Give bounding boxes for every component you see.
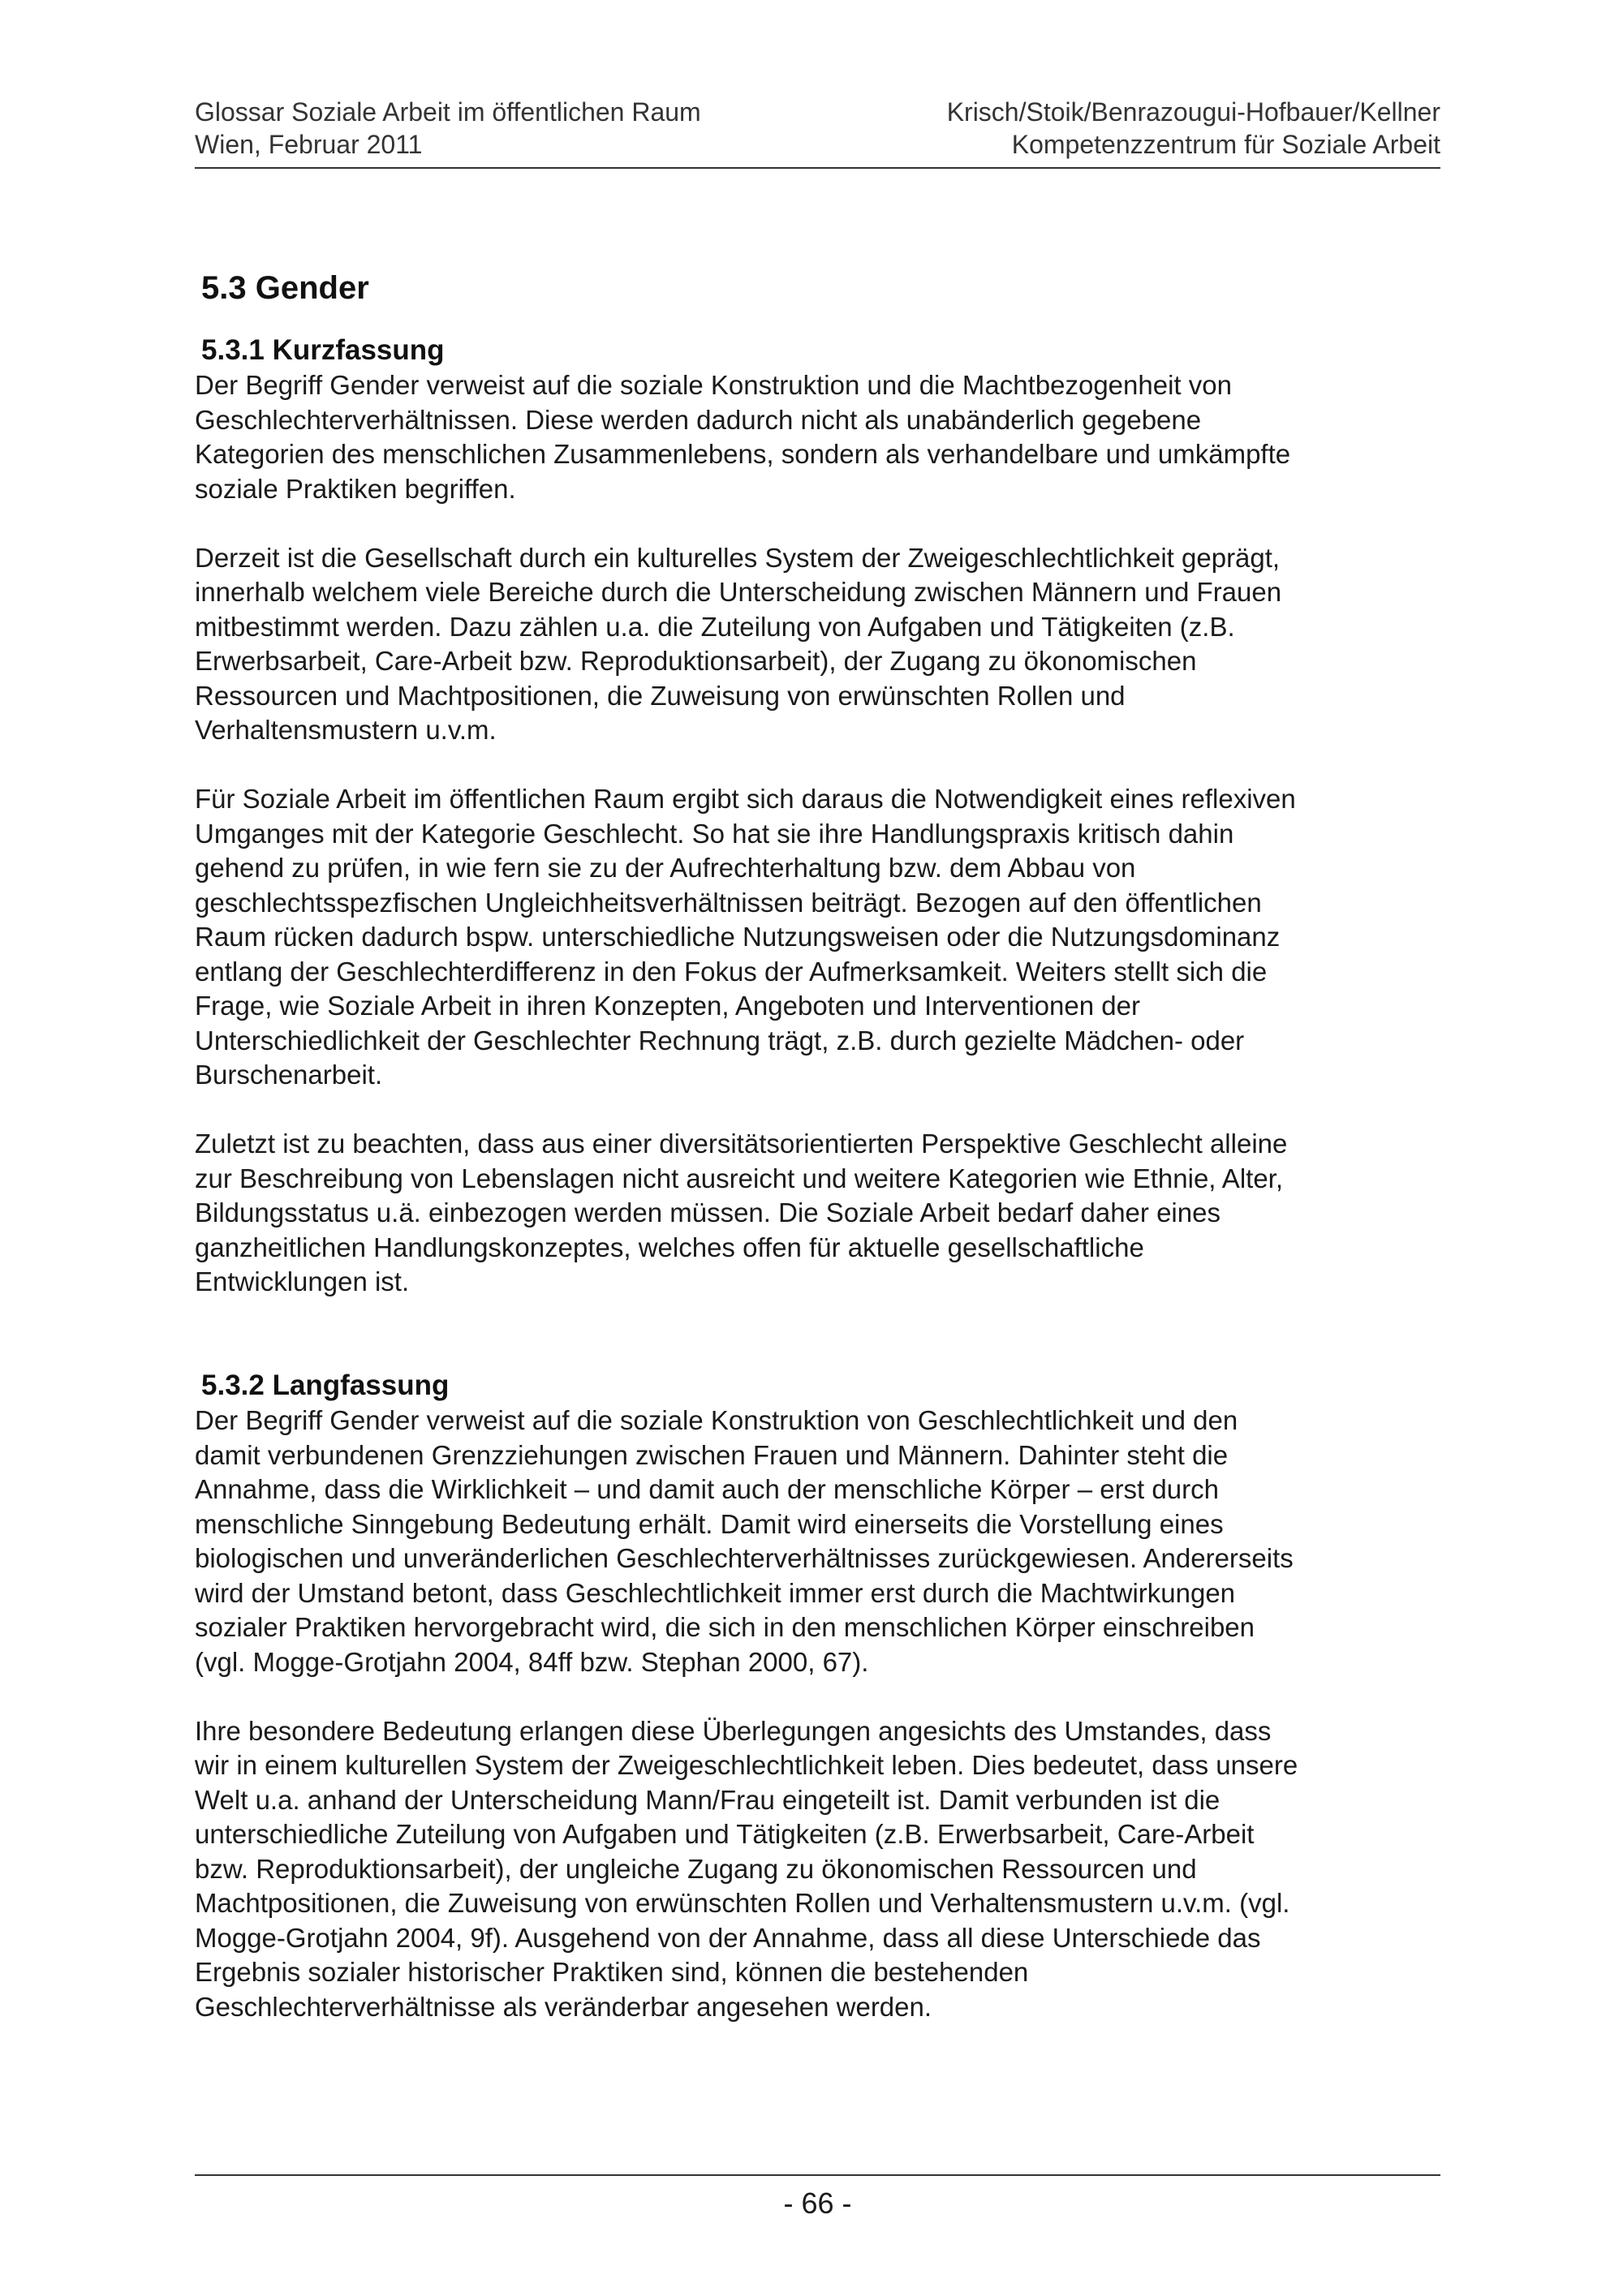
paragraph: Für Soziale Arbeit im öffentlichen Raum ergibt sich daraus die Notwendigkeit eines reflexiven Umganges mit der Kategorie Geschlecht. So hat sie ihre Handlungspraxis kritisch dahin gehend zu prüfen, in wie fern sie zu der Aufrechterhaltung bzw. dem Abbau von geschlechtsspezfischen Ungleichheitsverhältnissen beiträgt. Bezogen auf den öffentlichen Raum rücken dadurch bspw. unterschiedliche Nutzungsweisen oder die Nutzungsdominanz entlang der Geschlechterdifferenz in den Fokus der Aufmerksamkeit. Weiters stellt sich die Frage, wie Soziale Arbeit in ihren Konzepten, Angeboten und Interventionen der Unterschiedlichkeit der Geschlechter Rechnung trägt, z.B. durch gezielte Mädchen- oder Burschenarbeit. [195, 784, 1296, 1090]
header-institution: Kompetenzzentrum für Soziale Arbeit [1011, 130, 1440, 159]
page-number: - 66 - [783, 2186, 852, 2220]
page-footer [195, 2174, 1440, 2221]
paragraph: Der Begriff Gender verweist auf die soziale Konstruktion und die Machtbezogenheit von Geschlechterverhältnissen. Diese werden dadurch nicht als unabänderlich gegebene Kategorien des menschlichen Zusammenlebens, sondern als verhandelbare und umkämpfte soziale Praktiken begriffen. [195, 370, 1291, 504]
paragraph: Zuletzt ist zu beachten, dass aus einer diversitätsorientierten Perspektive Geschlecht alleine zur Beschreibung von Lebenslagen nicht ausreicht und weitere Kategorien wie Ethnie, Alter, Bildungsstatus u.ä. einbezogen werden müssen. Die Soziale Arbeit bedarf daher eines ganzheitlichen Handlungskonzeptes, welches offen für aktuelle gesellschaftliche Entwicklungen ist. [195, 1129, 1288, 1296]
header-authors: Krisch/Stoik/Benrazougui-Hofbauer/Kellner [946, 97, 1440, 127]
section-title: 5.3 Gender [201, 270, 369, 306]
paragraph: Derzeit ist die Gesellschaft durch ein kulturelles System der Zweigeschlechtlichkeit geprägt, innerhalb welchem viele Bereiche durch die Unterscheidung zwischen Männern und Frauen mitbestimmt werden. Dazu zählen u.a. die Zuteilung von Aufgaben und Tätigkeiten (z.B. Erwerbsarbeit, Care-Arbeit bzw. Reproduktionsarbeit), der Zugang zu ökonomischen Ressourcen und Machtpositionen, die Zuweisung von erwünschten Rollen und Verhaltensmustern u.v.m. [195, 542, 1282, 745]
page-header [195, 96, 1440, 169]
header-left [195, 96, 701, 161]
header-document-title: Glossar Soziale Arbeit im öffentlichen Raum [195, 97, 701, 127]
page-content [195, 268, 1444, 2059]
subsection-title-langfassung: 5.3.2 Langfassung [201, 1369, 450, 1401]
paragraph: Ihre besondere Bedeutung erlangen diese Überlegungen angesichts des Umstandes, dass wir in einem kulturellen System der Zweigeschlechtlichkeit leben. Dies bedeutet, dass unsere Welt u.a. anhand der Unterscheidung Mann/Frau eingeteilt ist. Damit verbunden ist die unterschiedliche Zuteilung von Aufgaben und Tätigkeiten (z.B. Erwerbsarbeit, Care-Arbeit bzw. Reproduktionsarbeit), der ungleiche Zugang zu ökonomischen Ressourcen und Machtpositionen, die Zuweisung von erwünschten Rollen und Verhaltensmustern u.v.m. (vgl. Mogge-Grotjahn 2004, 9f). Ausgehend von der Annahme, dass all diese Unterschiede das Ergebnis sozialer historischer Praktiken sind, können die bestehenden Geschlechterverhältnisse als veränderbar angesehen werden. [195, 1715, 1298, 2022]
paragraph: Der Begriff Gender verweist auf die soziale Konstruktion von Geschlechtlichkeit und den damit verbundenen Grenzziehungen zwischen Frauen und Männern. Dahinter steht die Annahme, dass die Wirklichkeit – und damit auch der menschliche Körper – erst durch menschliche Sinngebung Bedeutung erhält. Damit wird einerseits die Vorstellung eines biologischen und unveränderlichen Geschlechterverhältnisses zurückgewiesen. Andererseits wird der Umstand betont, dass Geschlechtlichkeit immer erst durch die Machtwirkungen sozialer Praktiken hervorgebracht wird, die sich in den menschlichen Körper einschreiben (vgl. Mogge-Grotjahn 2004, 84ff bzw. Stephan 2000, 67). [195, 1405, 1294, 1677]
header-date: Wien, Februar 2011 [195, 130, 423, 159]
subsection-title-kurzfassung: 5.3.1 Kurzfassung [201, 334, 445, 366]
section-spacer [195, 1334, 1444, 1368]
header-right [947, 96, 1440, 161]
